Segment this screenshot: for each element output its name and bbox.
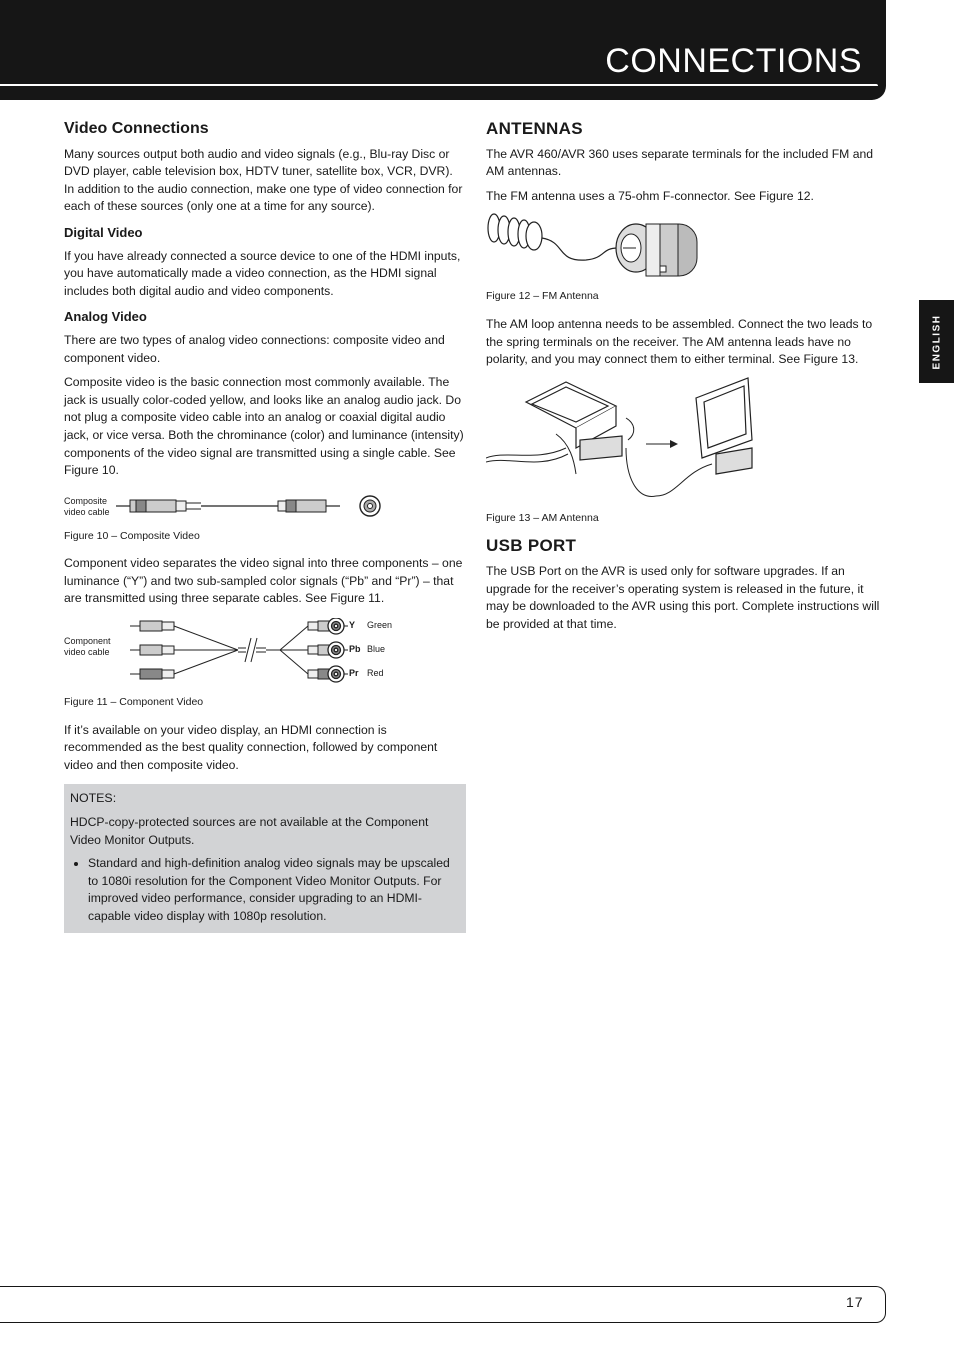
page-title: CONNECTIONS	[605, 42, 862, 80]
digital-video-paragraph: If you have already connected a source device to one of the HDMI inputs, you have automatically made a video connection, as the HDMI signal includes both digital audio and video components.	[64, 248, 461, 298]
figure-10-label: Composite video cable	[64, 495, 110, 517]
left-column	[64, 116, 466, 933]
antennas-paragraph-2: The FM antenna uses a 75-ohm F-connector. See Figure 12.	[486, 188, 814, 203]
figure-11-component	[64, 618, 466, 690]
header-divider	[0, 84, 878, 86]
figure-11-caption: Figure 11 – Component Video	[64, 696, 204, 709]
hdmi-recommendation-paragraph: If it’s available on your video display, an HDMI connection is recommended as the best quality connection, followed by component video and then composite video.	[64, 722, 438, 772]
digital-video-heading: Digital Video	[64, 224, 143, 240]
jack-color-green: Green	[367, 620, 393, 631]
analog-video-heading: Analog Video	[64, 309, 147, 325]
notes-title: NOTES:	[70, 791, 117, 806]
language-tab-label: ENGLISH	[931, 314, 942, 369]
composite-cable-illustration	[116, 490, 446, 524]
page-number: 17	[846, 1294, 864, 1310]
right-column	[486, 116, 880, 640]
video-intro-paragraph: Many sources output both audio and video signals (e.g., Blu-ray Disc or DVD player, cable television box, HDTV tuner, satellite box, VCR, DVR). In addition to the audio connection, make one type of video connection for each of these sources (only one at a time for any source).	[64, 146, 463, 214]
fm-antenna-illustration	[486, 212, 716, 284]
jack-code-y: Y	[349, 620, 356, 631]
notes-paragraph: HDCP-copy-protected sources are not available at the Component Video Monitor Outputs.	[70, 815, 429, 847]
am-antenna-illustration	[486, 376, 766, 506]
jack-code-pb: Pb	[349, 644, 361, 655]
language-tab	[919, 300, 954, 383]
antennas-paragraph-1: The AVR 460/AVR 360 uses separate terminals for the included FM and AM antennas.	[486, 146, 874, 179]
analog-video-paragraph-1: There are two types of analog video connections: composite video and component video.	[64, 332, 445, 365]
usb-port-paragraph: The USB Port on the AVR is used only for software upgrades. If an upgrade for the receiver’s operating system is released in the future, it may be downloaded to the AVR using this port. Complete instructions will be provided at that time.	[486, 563, 880, 631]
footer-frame	[0, 1286, 886, 1323]
analog-video-paragraph-2: Composite video is the basic connection most commonly available. The jack is usually color-coded yellow, and looks like an analog audio jack. Do not plug a composite video cable into an analog or coaxial digital audio jack, or vice versa. Both the chrominance (color) and luminance (intensity) components of the video signal are transmitted using a single cable. See Figure 10.	[64, 375, 464, 478]
figure-10-caption: Figure 10 – Composite Video	[64, 529, 200, 542]
am-antenna-paragraph: The AM loop antenna needs to be assembled. Connect the two leads to the spring terminals on the receiver. The AM antenna leads have no polarity, and you may connect them to either terminal. See Figure 13.	[486, 316, 873, 367]
jack-color-blue: Blue	[367, 644, 386, 655]
notes-list	[70, 855, 460, 925]
figure-12-caption: Figure 12 – FM Antenna	[486, 290, 599, 303]
jack-code-pr: Pr	[349, 668, 359, 679]
figure-10-composite	[64, 490, 466, 524]
usb-port-heading: USB PORT	[486, 536, 577, 556]
figure-11-label: Component video cable	[64, 636, 111, 658]
jack-color-red: Red	[367, 668, 384, 679]
antennas-heading: ANTENNAS	[486, 119, 583, 138]
video-connections-heading: Video Connections	[64, 120, 209, 137]
component-jacks-illustration	[326, 618, 350, 690]
notes-box	[64, 784, 466, 932]
component-video-paragraph: Component video separates the video signal into three components – one luminance (“Y”) and two sub-sampled color signals (“Pb” and “Pr”) – that are transmitted using three separate cables. See Figure 11.	[64, 556, 463, 606]
notes-bullet: • Standard and high-definition analog video signals may be upscaled to 1080i resolution for the Component Video Monitor Outputs. For improved video performance, consider upgrading to an HDMI-capable video display with 1080p resolution.	[88, 855, 460, 925]
figure-13-caption: Figure 13 – AM Antenna	[486, 511, 599, 524]
